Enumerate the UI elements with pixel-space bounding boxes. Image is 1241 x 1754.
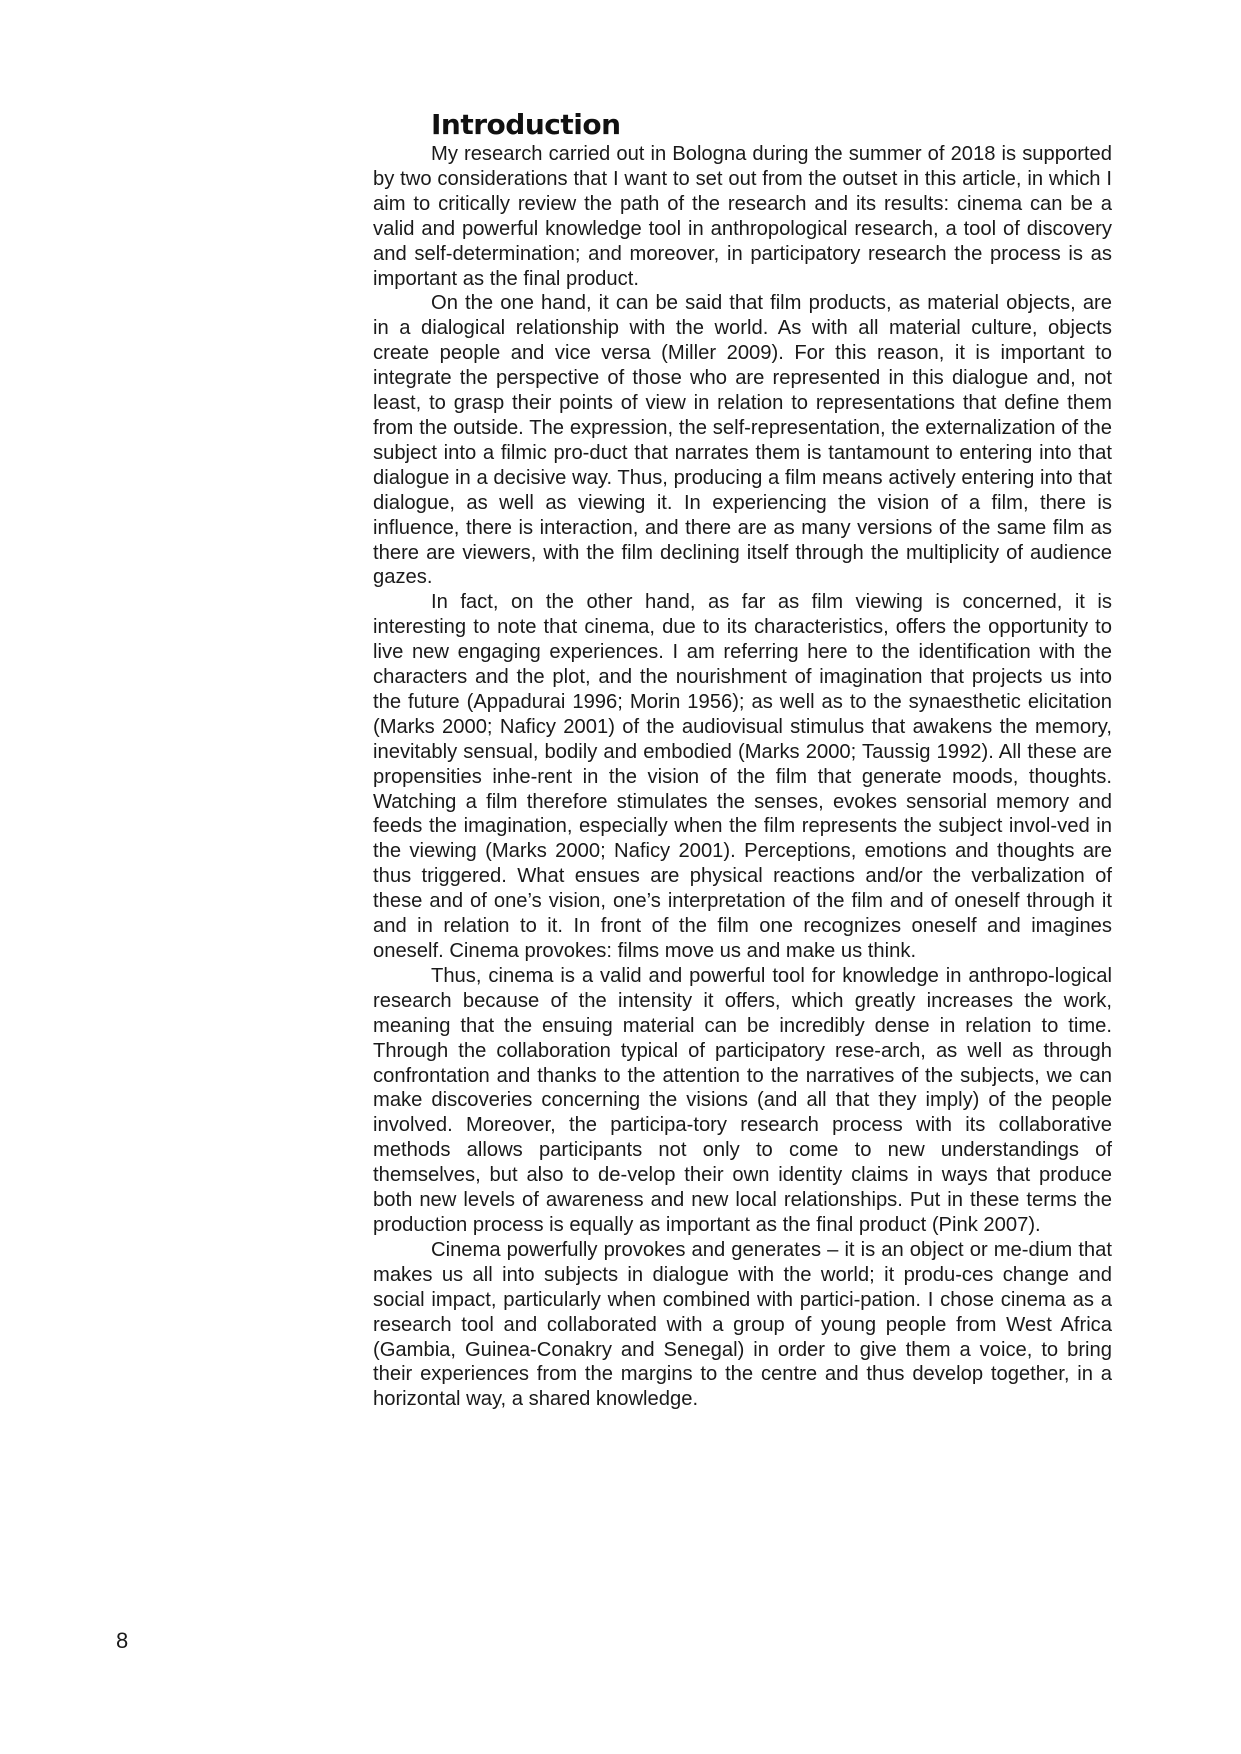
page-number: 8 — [116, 1628, 129, 1653]
paragraph-4: Thus, cinema is a valid and powerful tool for knowledge in anthropo-logical research because of the intensity it offers, which greatly increases the work, meaning that the ensuing material can be incredibly dense in relation to time. Through the collaboration typical of participatory rese-arch, as well as through confrontation and thanks to the attention to the narratives of the subjects, we can make discoveries concerning the visions (and all that they imply) of the people involved. Moreover, the participa-tory research process with its collaborative methods allows participants not only to come to new understandings of themselves, but also to de-velop their own identity claims in ways that produce both new levels of awareness and new local relationships. Put in these terms the production process is equally as important as the final product (Pink 2007). — [373, 964, 1112, 1236]
paragraph-5: Cinema powerfully provokes and generates – it is an object or me-dium that makes us all into subjects in dialogue with the world; it produ-ces change and social impact, particularly when combined with partici-pation. I chose cinema as a research tool and collaborated with a group of young people from West Africa (Gambia, Guinea-Conakry and Senegal) in order to give them a voice, to bring their experiences from the margins to the centre and thus develop together, in a horizontal way, a shared knowledge. — [373, 1238, 1112, 1411]
paragraph-1: My research carried out in Bologna during the summer of 2018 is supported by two considerations that I want to set out from the outset in this article, in which I aim to critically review the path of the research and its results: cinema can be a valid and powerful knowledge tool in anthropological research, a tool of discovery and self-determination; and moreover, in participatory research the process is as important as the final product. — [373, 143, 1112, 290]
section-heading: Introduction — [431, 108, 621, 141]
paragraph-3: In fact, on the other hand, as far as film viewing is concerned, it is interesting to note that cinema, due to its characteristics, offers the opportunity to live new engaging experiences. I am referring here to the identification with the characters and the plot, and the nourishment of imagination that projects us into the future (Appadurai 1996; Morin 1956); as well as to the synaesthetic elicitation (Marks 2000; Naficy 2001) of the audiovisual stimulus that awakens the memory, inevitably sensual, bodily and embodied (Marks 2000; Taussig 1992). All these are propensities inhe-rent in the vision of the film that generate moods, thoughts. Watching a film therefore stimulates the senses, evokes sensorial memory and feeds the imagination, especially when the film represents the subject invol-ved in the viewing (Marks 2000; Naficy 2001). Perceptions, emotions and thoughts are thus triggered. What ensues are physical reactions and/or the verbalization of these and of one’s vision, one’s interpretation of the film and of oneself through it and in relation to it. In front of the film one recognizes oneself and imagines oneself. Cinema provokes: films move us and make us think. — [373, 591, 1112, 962]
paragraph-2: On the one hand, it can be said that film products, as material objects, are in a dialogical relationship with the world. As with all material culture, objects create people and vice versa (Miller 2009). For this reason, it is important to integrate the perspective of those who are represented in this dialogue and, not least, to grasp their points of view in relation to representations that define them from the outside. The expression, the self-representation, the externalization of the subject into a filmic pro-duct that narrates them is tantamount to entering into that dialogue in a decisive way. Thus, producing a film means actively entering into that dialogue, as well as viewing it. In experiencing the vision of a film, there is influence, there is interaction, and there are as many versions of the same film as there are viewers, with the film declining itself through the multiplicity of audience gazes. — [373, 292, 1112, 589]
article-body — [373, 108, 1112, 1412]
